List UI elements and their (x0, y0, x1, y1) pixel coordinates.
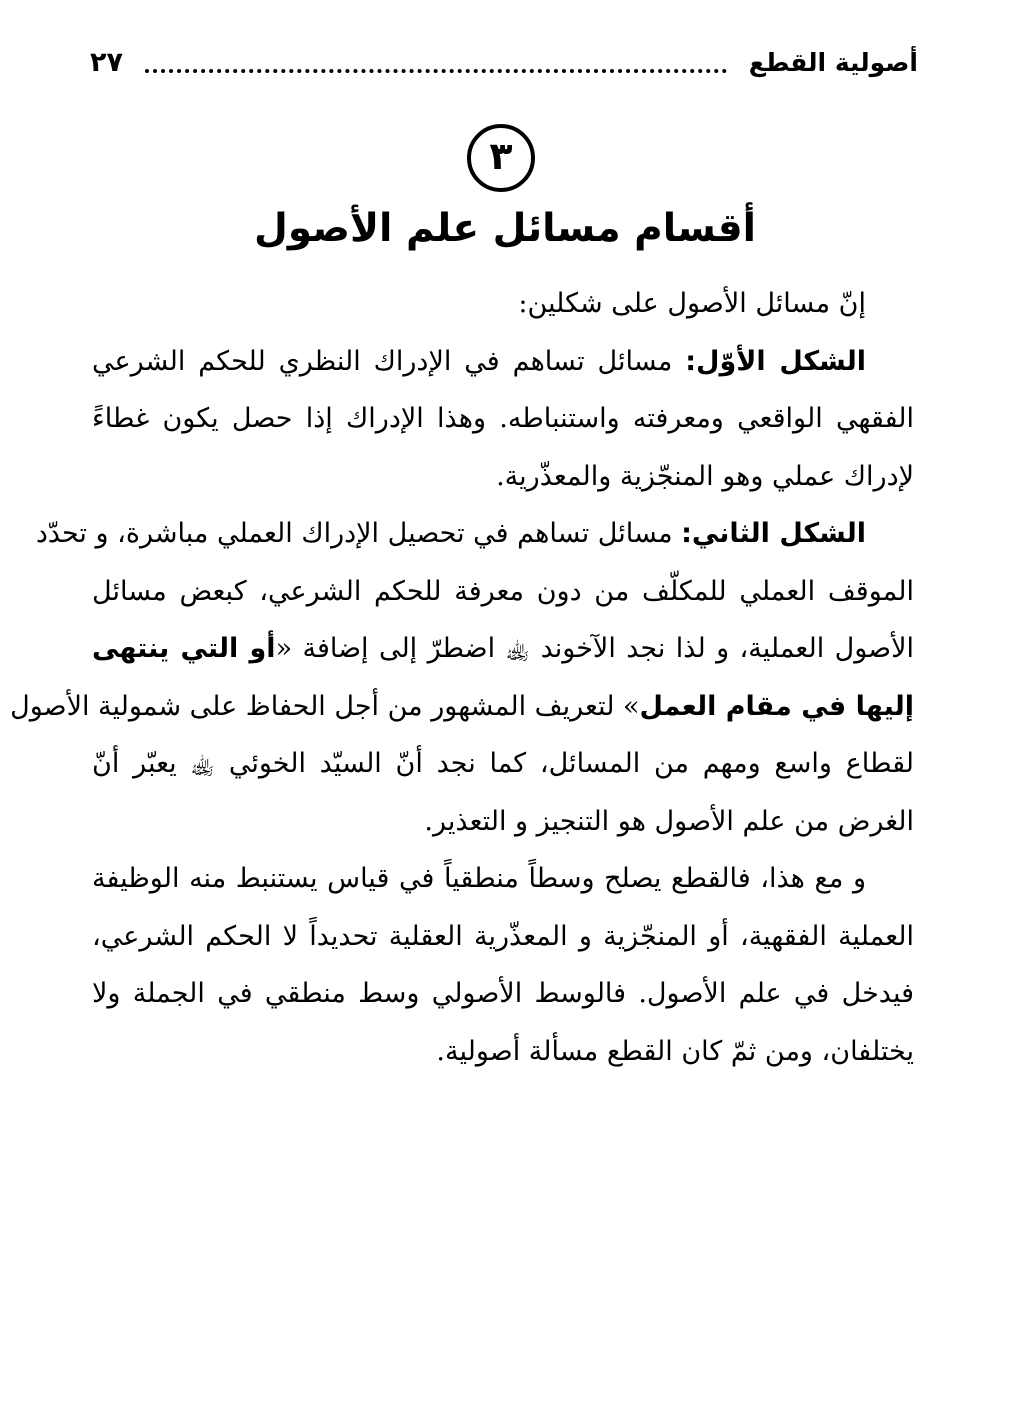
conclusion-line3: فيدخل في علم الأصول. فالوسط الأصولي وسط منطقي في الجملة ولا (92, 978, 914, 1009)
leader-dots (145, 63, 727, 73)
conclusion-line4: يختلفان، ومن ثمّ كان القطع مسألة أصولية. (436, 1035, 914, 1067)
paragraph-line (92, 965, 914, 1023)
paragraph-line (92, 908, 914, 966)
form1-line1: مسائل تساهم في الإدراك النظري للحكم الشرعي (92, 345, 686, 377)
running-title: أصولية القطع (748, 47, 918, 77)
form2-line5: لقطاع واسع ومهم من المسائل، كما نجد أنّ السيّد الخوئي ﵀ يعبّر أنّ (92, 748, 914, 779)
form2-line3: الأصول العملية، و لذا نجد الآخوند ﵀ اضطرّ إلى إضافة « (275, 633, 914, 664)
quoted-definition-start: أو التي ينتهى (92, 633, 276, 664)
paragraph-line (92, 448, 914, 506)
chapter-number: ٣ (489, 134, 513, 178)
intro-text: إنّ مسائل الأصول على شكلين: (518, 288, 866, 319)
form1-term: الشكل الأوّل: (685, 345, 866, 377)
paragraph-line (92, 333, 914, 391)
paragraph-line (92, 1023, 914, 1081)
chapter-number-badge (467, 124, 535, 192)
form1-line3: لإدراك عملي وهو المنجّزية والمعذّرية. (496, 460, 914, 492)
conclusion-line1: و مع هذا، فالقطع يصلح وسطاً منطقياً في قياس يستنبط منه الوظيفة (92, 863, 866, 894)
form2-line6: الغرض من علم الأصول هو التنجيز و التعذير. (424, 805, 914, 837)
chapter-title: أقسام مسائل علم الأصول (253, 206, 756, 251)
paragraph-line (92, 563, 914, 621)
page-number: ٢٧ (90, 46, 123, 78)
form2-line4: » لتعريف المشهور من أجل الحفاظ على شمولية الأصول (10, 690, 640, 722)
paragraph-line (10, 678, 914, 736)
paragraph-line (92, 850, 914, 908)
quoted-definition-end: إليها في مقام العمل (639, 690, 914, 722)
paragraph-line (92, 793, 914, 851)
paragraph-line (92, 735, 914, 793)
running-header (90, 40, 918, 84)
form1-line2: الفقهي الواقعي ومعرفته واستنباطه. وهذا الإدراك إذا حصل يكون غطاءً (92, 403, 914, 434)
intro-line (92, 275, 914, 333)
form2-line2: الموقف العملي للمكلّف من دون معرفة للحكم الشرعي، كبعض مسائل (92, 575, 914, 607)
paragraph-line (92, 390, 914, 448)
conclusion-line2: العملية الفقهية، أو المنجّزية و المعذّرية العقلية تحديداً لا الحكم الشرعي، (92, 920, 914, 952)
form2-term: الشكل الثاني: (681, 518, 866, 549)
body-text (10, 275, 914, 1080)
paragraph-line (92, 620, 914, 678)
paragraph-line (35, 505, 914, 563)
form2-line1: مسائل تساهم في تحصيل الإدراك العملي مباشرة، و تحدّد (35, 518, 682, 549)
